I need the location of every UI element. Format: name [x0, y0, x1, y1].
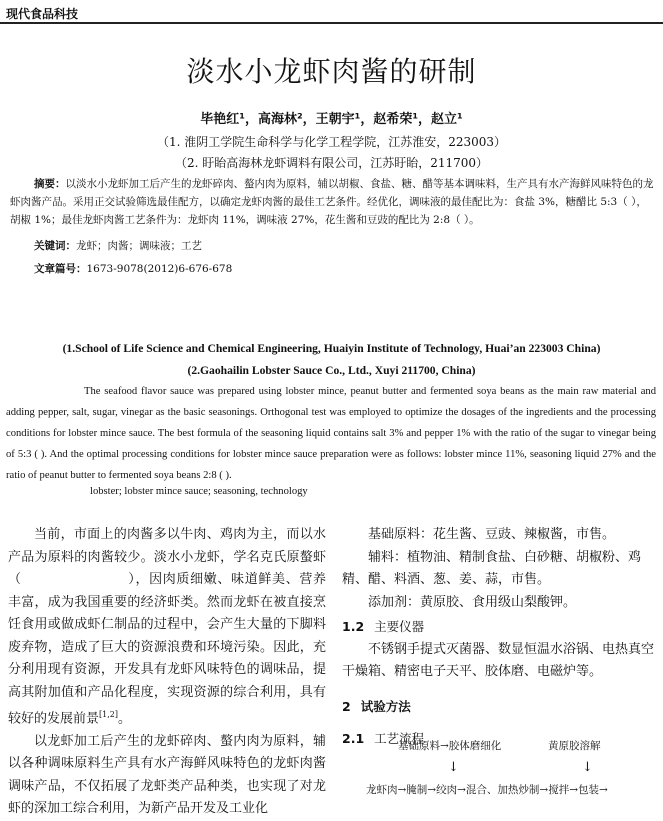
- section-2-1-title: 工艺流程: [374, 731, 425, 746]
- article-id: [34, 261, 232, 276]
- header-rule: [0, 22, 663, 24]
- intro-text-b: ），因肉质细嫩、味道鲜美、营养丰富，成为我国重要的经济虾类。然而龙虾在被直接烹饪食用或做成虾仁制品的过程中，会产生大量的下脚料废弃物，造成了巨大的资源浪费和环境污染。因此，充分利用现有资源，开发具有龙虾风味特色的调味品，提高其附加值和产品化程度，实现资源的综合利用，具有较好的发展前景: [8, 572, 326, 727]
- section-1-2-title: 主要仪器: [374, 619, 425, 634]
- materials-aux: 辅料：植物油、精制食盐、白砂糖、胡椒粉、鸡精、醋、料酒、葱、姜、蒜，市售。: [342, 549, 642, 587]
- section-1-2-number: 1.2: [342, 619, 365, 634]
- flow-xanthan: 黄原胶溶解: [548, 740, 601, 752]
- abstract-text: 以淡水小龙虾加工后产生的龙虾碎肉、螯内肉为原料，辅以胡椒、食盐、糖、醋等基本调味料，生产具有水产海鲜风味特色的龙虾肉酱产品。采用正交试验筛选最佳配方，以确定龙虾肉酱的最佳工艺条件。经优化，调味液的最佳配比为：食盐 3%，糖醋比 5:3（ ），胡椒 1%；最佳龙虾肉酱工艺条件为：龙虾肉 11%，调味液 27%，花生酱和豆豉的配比为 2:8（ ）。: [10, 178, 654, 226]
- flow-arrow-left: ↓: [448, 760, 459, 775]
- intro-text-end: 。: [117, 711, 131, 727]
- en-affiliation-2: (2.Gaohailin Lobster Sauce Co., Ltd., Xuyi 211700, China): [187, 364, 476, 377]
- section-1-2-heading: [342, 616, 658, 639]
- flow-base-material: 基础原料→胶体磨细化: [398, 740, 502, 752]
- section-2-1-number: 2.1: [342, 731, 365, 746]
- en-affiliation-1: (1.School of Life Science and Chemical Engineering, Huaiyin Institute of Technology, Huai’an 223003 China): [62, 342, 601, 355]
- intro-column: [8, 524, 326, 821]
- flow-main-line: 龙虾肉→腌制→绞肉→混合、加热炒制→搅拌→包装→: [366, 784, 608, 796]
- intro-paragraph-1: [8, 524, 326, 731]
- article-id-text: 1673-9078(2012)6-676-678: [86, 263, 233, 275]
- en-abstract: The seafood flavor sauce was prepared using lobster mince, peanut butter and fermented soya beans as the main raw material and adding pepper, salt, sugar, vinegar as the basic seasonings. Orthogonal test was employed to optimize the dosages of the ingredients and the processing conditions for lobster mince sauce. The best formula of the seasoning liquid contains salt 3% and pepper 1% with the ratio of the sugar to vinegar being of 5:3 ( ). And the optimal processing conditions for lobster mince sauce preparation were as follows: lobster mince 11%, seasoning liquid 27% and the ratio of peanut butter to fermented soya beans 2:8 ( ).: [6, 386, 656, 481]
- section-2-title: 试验方法: [360, 698, 411, 714]
- affiliation-2: （2. 盱眙高海林龙虾调料有限公司，江苏盱眙，211700）: [174, 156, 489, 170]
- ref-citation: [1,2]: [99, 710, 118, 719]
- en-keywords: lobster; lobster mince sauce; seasoning, technology: [90, 486, 308, 497]
- keywords-text: 龙虾；肉酱；调味液；工艺: [76, 240, 202, 252]
- section-2-heading: [342, 696, 658, 719]
- article-id-label: 文章篇号：: [34, 263, 87, 275]
- intro-paragraph-2: 以龙虾加工后产生的龙虾碎肉、螯内肉为原料，辅以各种调味原料生产具有水产海鲜风味特色的龙虾肉酱调味产品，不仅拓展了龙虾类产品种类，也实现了对龙虾的深加工综合利用，为新产品开发及工业化: [8, 733, 326, 817]
- materials-additive: 添加剂：黄原胶、食用级山梨酸钾。: [368, 594, 577, 610]
- affiliation-1: （1. 淮阴工学院生命科学与化学工程学院，江苏淮安，223003）: [156, 135, 507, 149]
- intro-text-a: 当前，市面上的肉酱多以牛肉、鸡肉为主，而以水产品为原料的肉酱较少。淡水小龙虾，学名克氏原螯虾（: [8, 527, 326, 587]
- methods-column: [342, 524, 658, 751]
- keywords: [34, 238, 202, 253]
- materials-base: 基础原料：花生酱、豆豉、辣椒酱，市售。: [368, 527, 616, 542]
- abstract: [10, 175, 655, 229]
- section-2-number: 2: [342, 698, 351, 714]
- instruments-text: 不锈钢手提式灭菌器、数显恒温水浴锅、电热真空干燥箱、精密电子天平、胶体磨、电磁炉等。: [342, 641, 655, 679]
- paper-title: 淡水小龙虾肉酱的研制: [186, 55, 477, 88]
- journal-header: 现代食品科技: [6, 7, 79, 21]
- author-list: 毕艳红¹，高海林²，王朝宇¹，赵希荣¹，赵立¹: [200, 112, 463, 127]
- abstract-label: 摘要：: [34, 178, 66, 190]
- keywords-label: 关键词：: [34, 240, 76, 252]
- flow-arrow-right: ↓: [582, 760, 593, 775]
